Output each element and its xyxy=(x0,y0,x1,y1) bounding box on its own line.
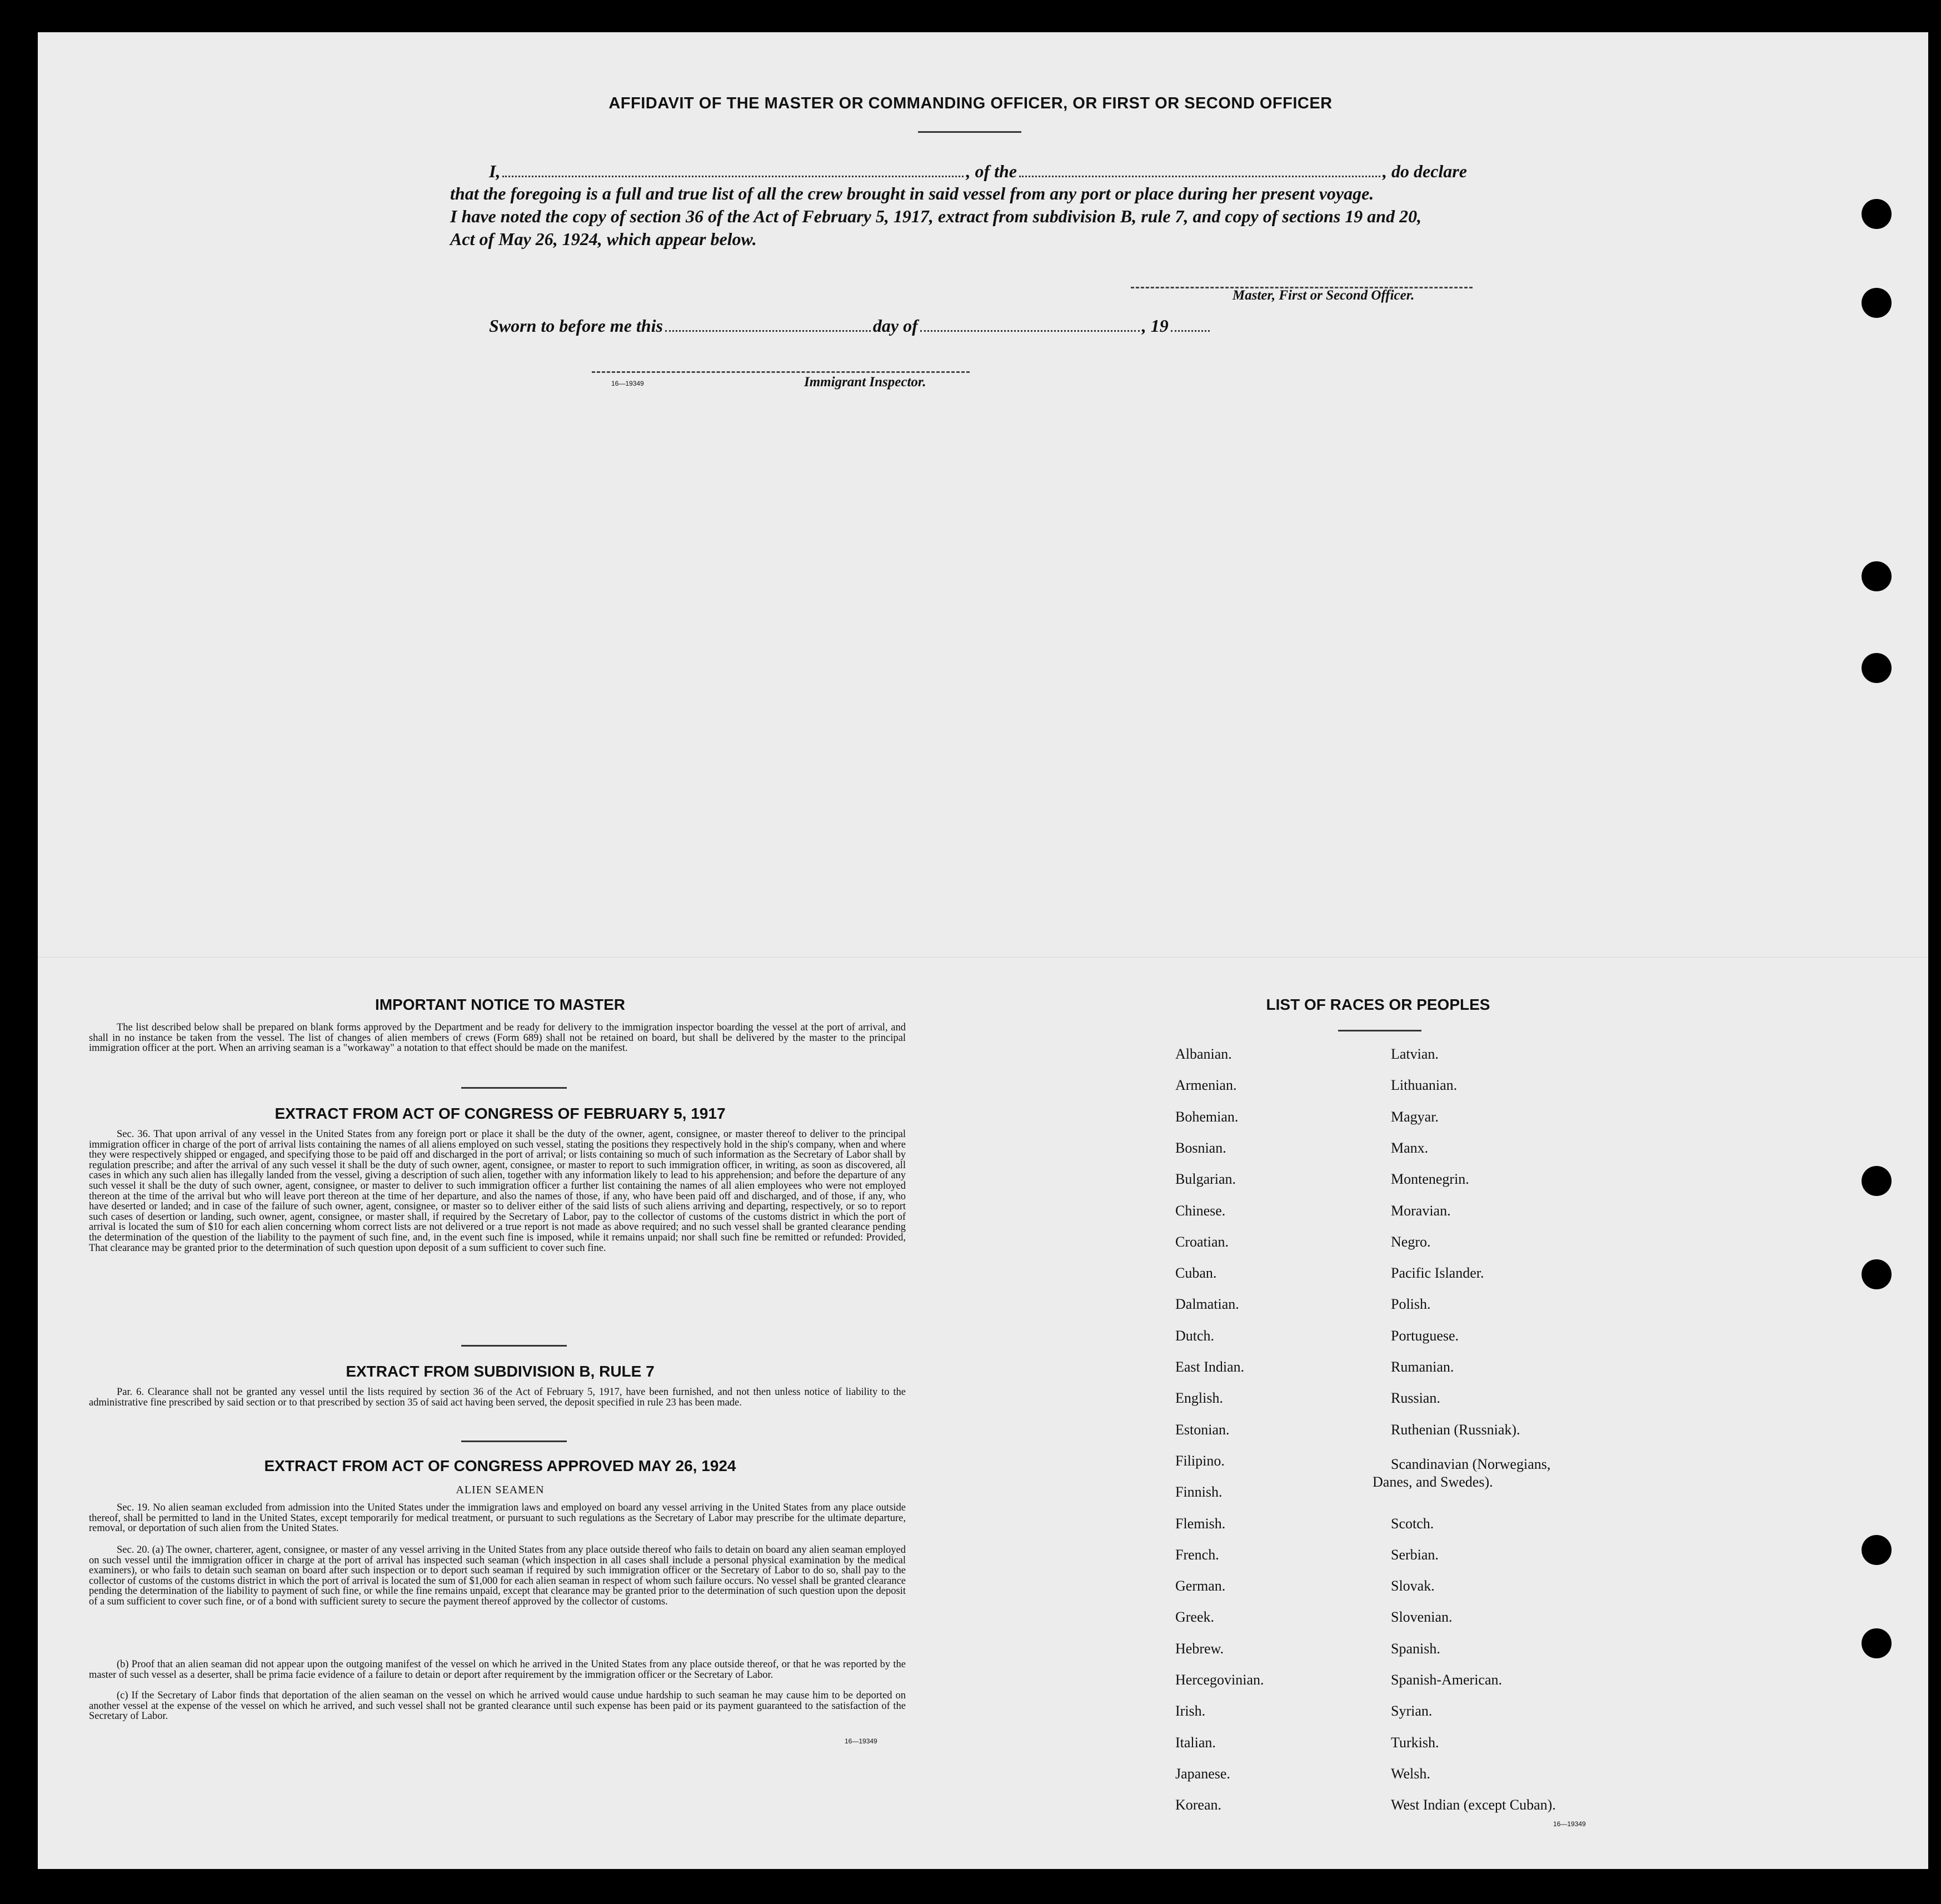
race-item: Dutch. xyxy=(1175,1327,1215,1344)
day-of-label: day of xyxy=(872,316,918,336)
race-item: Japanese. xyxy=(1175,1765,1230,1782)
races-title-rule xyxy=(1338,1030,1421,1031)
section-rule xyxy=(461,1087,567,1089)
race-item: Syrian. xyxy=(1391,1703,1433,1719)
race-item: Cuban. xyxy=(1175,1265,1217,1282)
inspector-signature-line[interactable] xyxy=(592,371,970,373)
race-item: Magyar. xyxy=(1391,1108,1439,1125)
binder-hole xyxy=(1862,1259,1892,1289)
race-item: Hebrew. xyxy=(1175,1640,1224,1657)
binder-hole xyxy=(1862,653,1892,683)
notice-title: IMPORTANT NOTICE TO MASTER xyxy=(375,996,626,1013)
rule7-title: EXTRACT FROM SUBDIVISION B, RULE 7 xyxy=(346,1363,655,1380)
race-item: Lithuanian. xyxy=(1391,1077,1458,1094)
extract-1924-title: EXTRACT FROM ACT OF CONGRESS APPROVED MAY 26, 1924 xyxy=(264,1457,736,1474)
binder-hole xyxy=(1862,561,1892,591)
sec20a-text: Sec. 20. (a) The owner, charterer, agent, consignee, or master of any vessel arriving in the United States from any place outside thereof who fails to detain on board any alien seaman employed on such vessel until the immigration officer in charge at the port of arrival has inspected such seaman (which inspection in all cases shall include a personal physical examination by the medical examiners), or who fails to detain such seaman on board after such inspection or to deport such seaman if required by such immigration officer or the Secretary of Labor to do so, shall pay to the collector of customs of the customs district in which the port of arrival is located the sum of $1,000 for each alien seaman in respect of whom such failure occurs. No vessel shall be granted clearance pending the determination of the liability to payment of such fine, or while the fine remains unpaid, except that clearance may be granted prior to the determination of such question upon the deposit of a sum sufficient to cover such fine, or of a bond with sufficient surety to secure the payment thereof approved by the collector of customs. xyxy=(89,1544,906,1607)
race-item: Hercegovinian. xyxy=(1175,1672,1264,1688)
race-item: Moravian. xyxy=(1391,1202,1451,1219)
race-item: Greek. xyxy=(1175,1609,1215,1626)
race-item: Estonian. xyxy=(1175,1421,1230,1438)
race-item: East Indian. xyxy=(1175,1359,1245,1375)
binder-hole xyxy=(1862,288,1892,318)
race-item: Portuguese. xyxy=(1391,1327,1459,1344)
race-item: Montenegrin. xyxy=(1391,1171,1469,1188)
declaration-line-2: that the foregoing is a full and true list of all the crew brought in said vessel from any port or place during her present voyage. xyxy=(450,183,1374,203)
race-item: Welsh. xyxy=(1391,1765,1430,1782)
title-rule xyxy=(918,131,1021,133)
form-number: 16—19349 xyxy=(1553,1820,1586,1828)
declaration-line-1 xyxy=(489,161,1467,182)
vessel-name-field[interactable] xyxy=(1019,176,1380,177)
sworn-month-field[interactable] xyxy=(920,330,1140,332)
race-item: French. xyxy=(1175,1546,1219,1563)
master-signature-label: Master, First or Second Officer. xyxy=(1233,288,1415,303)
inspector-signature-label: Immigrant Inspector. xyxy=(804,375,926,390)
race-item: Italian. xyxy=(1175,1734,1216,1751)
race-item: Chinese. xyxy=(1175,1202,1226,1219)
of-the-label: , of the xyxy=(966,161,1017,181)
race-item: Rumanian. xyxy=(1391,1359,1454,1375)
binder-hole xyxy=(1862,1166,1892,1196)
extract-1917-text: Sec. 36. That upon arrival of any vessel in the United States from any foreign port or place it shall be the duty of the owner, agent, consignee, or master thereof to deliver to the principal immigration officer in charge of the port of arrival lists containing the names of all aliens employed on such vessel, stating the positions they respectively hold in the ship's company, when and where they were respectively shipped or engaged, and specifying those to be paid off and discharged in the port of arrival; or lists containing so much of such information as the Secretary of Labor shall by regulation prescribe; and after the arrival of any such vessel it shall be the duty of such owner, agent, consignee, or master to report to such immigration officer, in writing, as soon as discovered, all cases in which any such alien has illegally landed from the vessel, giving a description of such alien, together with any information likely to lead to his apprehension; and before the departure of any such vessel it shall be the duty of such owner, agent, consignee, or master to deliver to such immigration officer a further list containing the names of all alien employees who were not employed thereon at the time of the arrival but who will leave port thereon at the time of her departure, and also the names of those, if any, who have been paid off and discharged, and of those, if any, who have deserted or landed; and in case of the failure of such owner, agent, consignee, or master so to deliver either of the said lists of such aliens arriving and departing, respectively, or so to report such cases of desertion or landing, such owner, agent, consignee, or master shall, if required by the Secretary of Labor, pay to the collector of customs of the customs district in which the port of arrival is located the sum of $10 for each alien concerning whom correct lists are not delivered or a true report is not made as above required; and no such vessel shall be granted clearance pending the determination of the question of the liability to the payment of such fine, and, in the event such fine is imposed, while it remains unpaid; nor shall such fine be remitted or refunded: Provided, That clearance may be granted prior to the determination of such question upon deposit of a sum sufficient to cover such fine. xyxy=(89,1129,906,1254)
race-item: Manx. xyxy=(1391,1139,1429,1156)
declarant-prefix: I, xyxy=(489,161,501,181)
race-item: Armenian. xyxy=(1175,1077,1237,1094)
race-item: Korean. xyxy=(1175,1797,1222,1813)
race-item: Flemish. xyxy=(1175,1515,1226,1532)
race-item: Croatian. xyxy=(1175,1233,1229,1250)
binder-hole xyxy=(1862,1535,1892,1565)
race-item: Albanian. xyxy=(1175,1046,1232,1062)
race-item: Spanish-American. xyxy=(1391,1672,1503,1688)
sworn-label: Sworn to before me this xyxy=(489,316,663,336)
races-title: LIST OF RACES OR PEOPLES xyxy=(1266,996,1490,1013)
race-item: Ruthenian (Russniak). xyxy=(1391,1421,1520,1438)
race-item: Irish. xyxy=(1175,1703,1206,1719)
race-item: Danes, and Swedes). xyxy=(1373,1473,1493,1490)
race-item: Pacific Islander. xyxy=(1391,1265,1484,1282)
race-item: Slovenian. xyxy=(1391,1609,1453,1626)
race-item: Serbian. xyxy=(1391,1546,1439,1563)
binder-hole xyxy=(1862,199,1892,229)
year-label: , 19 xyxy=(1141,316,1169,336)
extract-1924-subtitle: ALIEN SEAMEN xyxy=(456,1484,545,1496)
race-item: Russian. xyxy=(1391,1390,1440,1407)
race-item: West Indian (except Cuban). xyxy=(1391,1797,1556,1813)
binder-hole xyxy=(1862,1628,1892,1658)
race-item: Slovak. xyxy=(1391,1578,1435,1594)
race-item: Scandinavian (Norwegians, xyxy=(1391,1456,1551,1472)
race-item: Spanish. xyxy=(1391,1640,1440,1657)
form-number: 16—19349 xyxy=(611,380,644,387)
section-rule xyxy=(461,1441,567,1442)
declare-label: , do declare xyxy=(1383,161,1467,181)
race-item: German. xyxy=(1175,1578,1226,1594)
sworn-year-field[interactable] xyxy=(1171,330,1210,332)
sworn-day-field[interactable] xyxy=(665,330,871,332)
notice-text: The list described below shall be prepared on blank forms approved by the Department and be ready for delivery to the immigration inspector boarding the vessel at the port of arrival, and shall in no instance be taken from the vessel. The list of changes of alien members of crews (Form 689) shall not be retained on board, but shall be delivered by the master to the principal immigration officer at the port. When an arriving seaman is a "workaway" a notation to that effect should be made on the manifest. xyxy=(89,1022,906,1054)
race-item: Latvian. xyxy=(1391,1046,1439,1062)
declarant-name-field[interactable] xyxy=(502,176,964,177)
race-item: Polish. xyxy=(1391,1296,1431,1313)
sec20c-text: (c) If the Secretary of Labor finds that deportation of the alien seaman on the vessel on which he arrived would cause undue hardship to such seaman he may cause him to be deported on another vessel at the expense of the vessel on which he arrived, and such vessel shall not be granted clearance until such expense has been paid or its payment guaranteed to the satisfaction of the Secretary of Labor. xyxy=(89,1690,906,1722)
form-number: 16—19349 xyxy=(845,1737,877,1745)
race-item: Negro. xyxy=(1391,1233,1431,1250)
race-item: Bosnian. xyxy=(1175,1139,1226,1156)
declaration-line-4: Act of May 26, 1924, which appear below. xyxy=(450,229,757,249)
extract-1917-title: EXTRACT FROM ACT OF CONGRESS OF FEBRUARY 5, 1917 xyxy=(275,1105,726,1122)
race-item: Finnish. xyxy=(1175,1484,1223,1501)
race-item: Turkish. xyxy=(1391,1734,1439,1751)
race-item: Bulgarian. xyxy=(1175,1171,1236,1188)
rule7-text: Par. 6. Clearance shall not be granted any vessel until the lists required by section 36 of the Act of February 5, 1917, have been furnished, and not then unless notice of liability to the administrative fine prescribed by said section or to that prescribed by section 35 of said act having been served, the deposit specified in rule 23 has been made. xyxy=(89,1387,906,1408)
race-item: Scotch. xyxy=(1391,1515,1434,1532)
section-rule xyxy=(461,1345,567,1347)
declaration-line-3: I have noted the copy of section 36 of the Act of February 5, 1917, extract from subdivision B, rule 7, and copy of sections 19 and 20, xyxy=(450,206,1422,226)
race-item: Bohemian. xyxy=(1175,1108,1239,1125)
race-item: Filipino. xyxy=(1175,1452,1225,1469)
race-item: English. xyxy=(1175,1390,1223,1407)
sec19-text: Sec. 19. No alien seaman excluded from admission into the United States under the immigration laws and employed on board any vessel arriving in the United States from any place outside thereof, shall be permitted to land in the United States, except temporarily for medical treatment, or pursuant to such regulations as the Secretary of Labor may prescribe for the ultimate departure, removal, or deportation of such alien from the United States. xyxy=(89,1502,906,1534)
sworn-line xyxy=(489,316,1212,336)
race-item: Dalmatian. xyxy=(1175,1296,1239,1313)
fold-line xyxy=(38,957,1928,958)
affidavit-title: AFFIDAVIT OF THE MASTER OR COMMANDING OFFICER, OR FIRST OR SECOND OFFICER xyxy=(608,94,1333,112)
sec20b-text: (b) Proof that an alien seaman did not appear upon the outgoing manifest of the vessel on which he arrived in the United States from any place outside thereof, or that he was reported by the master of such vessel as a deserter, shall be prima facie evidence of a failure to detain or deport after requirement by the immigration officer or the Secretary of Labor. xyxy=(89,1659,906,1681)
